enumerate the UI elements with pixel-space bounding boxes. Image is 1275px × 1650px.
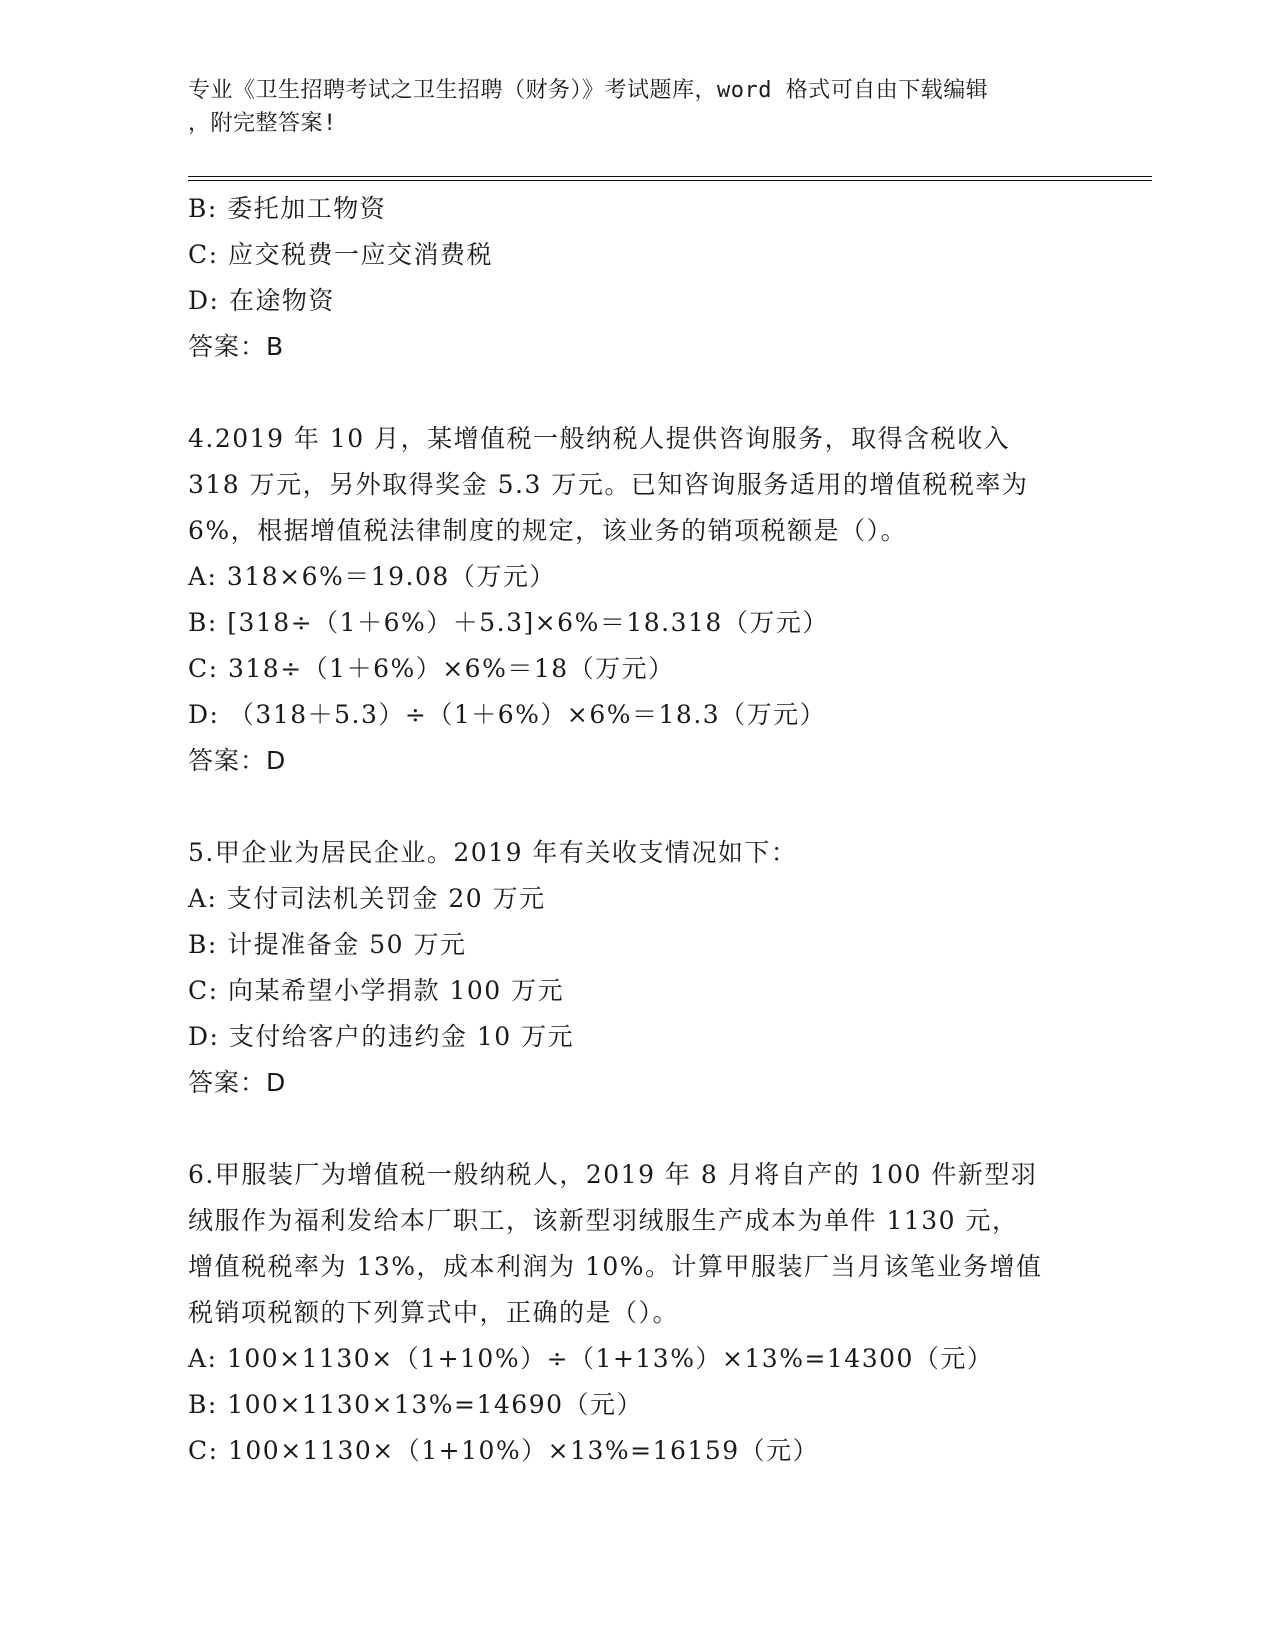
question-6 — [188, 1152, 1088, 1474]
spacer — [188, 784, 1088, 830]
question-3-tail — [188, 186, 1088, 370]
spacer — [188, 1106, 1088, 1152]
question-4 — [188, 416, 1088, 784]
question-stem-line: 5.甲企业为居民企业。2019 年有关收支情况如下： — [188, 838, 798, 867]
question-5 — [188, 830, 1088, 1106]
option-c: C: 100×1130×（1+10%）×13%=16159（元） — [188, 1436, 820, 1465]
option-c: C: 向某希望小学捐款 100 万元 — [188, 976, 565, 1005]
question-stem-line: 4.2019 年 10 月，某增值税一般纳税人提供咨询服务，取得含税收入 — [188, 424, 1011, 453]
option-a: A: 100×1130×（1+10%）÷（1+13%）×13%=14300（元） — [188, 1344, 994, 1373]
option-d: D: 在途物资 — [188, 286, 335, 315]
header-line-1: 专业《卫生招聘考试之卫生招聘（财务）》考试题库，word 格式可自由下载编辑 — [188, 78, 989, 103]
option-a: A: 318×6%＝19.08（万元） — [188, 562, 556, 591]
answer-line: 答案：D — [188, 746, 287, 775]
option-c: C: 318÷（1＋6%）×6%＝18（万元） — [188, 654, 675, 683]
question-stem-line: 税销项税额的下列算式中，正确的是（）。 — [188, 1298, 680, 1327]
answer-line: 答案：D — [188, 1068, 287, 1097]
question-stem-line: 318 万元，另外取得奖金 5.3 万元。已知咨询服务适用的增值税税率为 — [188, 470, 1029, 499]
option-b: B: 委托加工物资 — [188, 194, 387, 223]
document-header — [188, 74, 1068, 140]
option-c: C: 应交税费一应交消费税 — [188, 240, 493, 269]
spacer — [188, 370, 1088, 416]
option-a: A: 支付司法机关罚金 20 万元 — [188, 884, 546, 913]
header-divider — [188, 176, 1152, 181]
option-b: B: 计提准备金 50 万元 — [188, 930, 467, 959]
question-stem-line: 6.甲服装厂为增值税一般纳税人，2019 年 8 月将自产的 100 件新型羽 — [188, 1160, 1038, 1189]
option-b: B: [318÷（1＋6%）＋5.3]×6%＝18.318（万元） — [188, 608, 829, 637]
option-b: B: 100×1130×13%=14690（元） — [188, 1390, 644, 1419]
answer-line: 答案：B — [188, 332, 285, 361]
question-stem-line: 绒服作为福利发给本厂职工，该新型羽绒服生产成本为单件 1130 元， — [188, 1206, 1019, 1235]
question-stem-line: 6%，根据增值税法律制度的规定，该业务的销项税额是（）。 — [188, 516, 908, 545]
question-stem-line: 增值税税率为 13%，成本利润为 10%。计算甲服装厂当月该笔业务增值 — [188, 1252, 1043, 1281]
header-line-2: ，附完整答案! — [188, 111, 337, 136]
option-d: D: （318＋5.3）÷（1＋6%）×6%＝18.3（万元） — [188, 700, 827, 729]
document-body — [188, 186, 1088, 1474]
option-d: D: 支付给客户的违约金 10 万元 — [188, 1022, 575, 1051]
